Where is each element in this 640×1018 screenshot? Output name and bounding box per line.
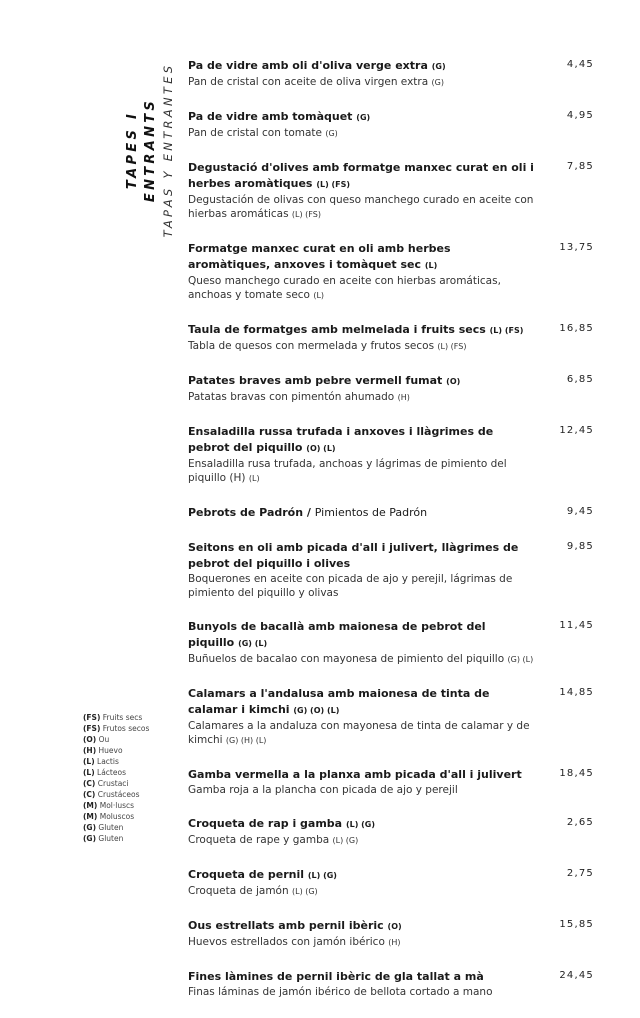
- allergen-codes: (L) (FS): [316, 180, 351, 189]
- item-price: 2,65: [566, 817, 594, 828]
- item-description: Boquerones en aceite con picada de ajo y perejil, lágrimas de pimiento del piquillo y olivas: [188, 573, 513, 599]
- legend-entry: (FS) Fruits secs: [83, 713, 143, 722]
- menu-item: [188, 767, 596, 797]
- item-description: Pan de cristal con tomate (G): [188, 127, 338, 139]
- item-name: Gamba vermella a la planxa amb picada d'all i julivert: [188, 768, 522, 781]
- item-name: Pa de vidre amb oli d'oliva verge extra (G): [188, 59, 446, 72]
- menu-item: [188, 322, 596, 354]
- allergen-codes: (L): [424, 261, 438, 270]
- section-heading: [124, 55, 175, 245]
- item-price: 6,85: [566, 374, 594, 385]
- allergen-codes: (H): [397, 393, 410, 402]
- item-description: Ensaladilla rusa trufada, anchoas y lágrimas de pimiento del piquillo (H) (L): [188, 458, 507, 484]
- item-price: 16,85: [559, 323, 594, 334]
- menu-item: [188, 540, 596, 600]
- item-name: Croqueta de rap i gamba (L) (G): [188, 817, 376, 830]
- item-name: Croqueta de pernil (L) (G): [188, 868, 337, 881]
- item-name: Taula de formatges amb melmelada i fruits secs (L) (FS): [188, 323, 524, 336]
- allergen-codes: (O): [387, 922, 402, 931]
- allergen-codes: (L): [313, 291, 325, 300]
- legend-entry: (FS) Frutos secos: [83, 724, 150, 733]
- menu-item: [188, 109, 596, 141]
- menu-item: [188, 686, 596, 748]
- item-description: Calamares a la andaluza con mayonesa de tinta de calamar y de kimchi (G) (H) (L): [188, 720, 530, 746]
- item-price: 18,45: [559, 768, 594, 779]
- item-price: 12,45: [559, 425, 594, 436]
- legend-entry: (O) Ou: [83, 735, 110, 744]
- section-subtitle: TAPAS Y ENTRANTES: [161, 62, 175, 238]
- allergen-codes: (O) (L): [306, 444, 336, 453]
- allergen-codes: (O): [446, 377, 461, 386]
- item-price: 7,85: [566, 161, 594, 172]
- item-name: Calamars a l'andalusa amb maionesa de tinta de calamar i kimchi (G) (O) (L): [188, 687, 490, 716]
- menu-item: [188, 373, 596, 405]
- item-price: 24,45: [559, 970, 594, 981]
- legend-entry: (L) Lácteos: [83, 768, 126, 777]
- item-description: Tabla de quesos con mermelada y frutos secos (L) (FS): [188, 340, 467, 352]
- section-title: TAPES I ENTRANTS: [125, 97, 158, 203]
- legend-entry: (G) Gluten: [83, 823, 124, 832]
- allergen-codes: (L) (G): [307, 871, 337, 880]
- allergen-codes: (G) (L): [507, 655, 534, 664]
- allergen-codes: (G) (H) (L): [225, 736, 267, 745]
- legend-entry: (M) Moluscos: [83, 812, 135, 821]
- allergen-codes: (L) (FS): [489, 326, 524, 335]
- allergen-codes: (G): [356, 113, 371, 122]
- legend-entry: (H) Huevo: [83, 746, 123, 755]
- item-price: 9,85: [566, 541, 594, 552]
- menu-item: [188, 918, 596, 950]
- legend-entry: (L) Lactis: [83, 757, 119, 766]
- item-price: 9,45: [566, 506, 594, 517]
- menu-item: [188, 241, 596, 303]
- menu-item: [188, 619, 596, 667]
- allergen-codes: (G): [431, 78, 444, 87]
- item-description: Huevos estrellados con jamón ibérico (H): [188, 936, 401, 948]
- item-name: Pebrots de Padrón / Pimientos de Padrón: [188, 506, 428, 519]
- menu-item: [188, 816, 596, 848]
- menu-item: [188, 505, 596, 521]
- item-description: Queso manchego curado en aceite con hierbas aromáticas, anchoas y tomate seco (L): [188, 275, 501, 301]
- menu-item: [188, 969, 596, 999]
- item-name: Fines làmines de pernil ibèric de gla tallat a mà: [188, 970, 484, 983]
- allergen-codes: (L) (G): [332, 836, 359, 845]
- allergen-codes: (G): [325, 129, 338, 138]
- item-description: Croqueta de jamón (L) (G): [188, 885, 318, 897]
- allergen-codes: (G): [431, 62, 446, 71]
- menu-item: [188, 160, 596, 222]
- allergen-codes: (L) (G): [345, 820, 376, 829]
- menu-item: [188, 424, 596, 486]
- allergen-legend: [83, 712, 173, 844]
- item-description: Gamba roja a la plancha con picada de ajo y perejil: [188, 784, 458, 796]
- allergen-codes: (L) (FS): [437, 342, 467, 351]
- item-description: Degustación de olivas con queso manchego curado en aceite con hierbas aromáticas (L) (FS): [188, 194, 534, 220]
- item-name-translation: Pimientos de Padrón: [314, 506, 428, 519]
- item-name: Formatge manxec curat en oli amb herbes aromàtiques, anxoves i tomàquet sec (L): [188, 242, 451, 271]
- allergen-codes: (H): [388, 938, 401, 947]
- item-name: Ous estrellats amb pernil ibèric (O): [188, 919, 402, 932]
- allergen-codes: (L) (G): [291, 887, 318, 896]
- item-description: Patatas bravas con pimentón ahumado (H): [188, 391, 410, 403]
- allergen-codes: (L) (FS): [291, 210, 321, 219]
- item-name: Ensaladilla russa trufada i anxoves i llàgrimes de pebrot del piquillo (O) (L): [188, 425, 494, 454]
- item-price: 15,85: [559, 919, 594, 930]
- allergen-codes: (L): [248, 474, 260, 483]
- legend-entry: (C) Crustáceos: [83, 790, 140, 799]
- item-name: Seitons en oli amb picada d'all i julivert, llàgrimes de pebrot del piquillo i olives: [188, 541, 519, 570]
- item-price: 4,45: [566, 59, 594, 70]
- item-name: Patates braves amb pebre vermell fumat (O): [188, 374, 461, 387]
- menu-item: [188, 867, 596, 899]
- allergen-codes: (G) (O) (L): [293, 706, 340, 715]
- legend-entry: (M) Mol·luscs: [83, 801, 135, 810]
- item-name: Bunyols de bacallà amb maionesa de pebrot del piquillo (G) (L): [188, 620, 486, 649]
- allergen-codes: (G) (L): [238, 639, 268, 648]
- menu-list: [188, 58, 596, 1018]
- item-price: 4,95: [566, 110, 594, 121]
- menu-item: [188, 58, 596, 90]
- item-description: Croqueta de rape y gamba (L) (G): [188, 834, 359, 846]
- legend-entry: (C) Crustaci: [83, 779, 129, 788]
- item-description: Finas láminas de jamón ibérico de bellota cortado a mano: [188, 986, 493, 998]
- item-price: 13,75: [559, 242, 594, 253]
- item-description: Buñuelos de bacalao con mayonesa de pimiento del piquillo (G) (L): [188, 653, 534, 665]
- item-price: 11,45: [559, 620, 594, 631]
- legend-entry: (G) Gluten: [83, 834, 124, 843]
- item-name: Degustació d'olives amb formatge manxec curat en oli i herbes aromàtiques (L) (FS): [188, 161, 534, 190]
- item-name: Pa de vidre amb tomàquet (G): [188, 110, 371, 123]
- item-price: 2,75: [566, 868, 594, 879]
- item-price: 14,85: [559, 687, 594, 698]
- item-description: Pan de cristal con aceite de oliva virgen extra (G): [188, 76, 444, 88]
